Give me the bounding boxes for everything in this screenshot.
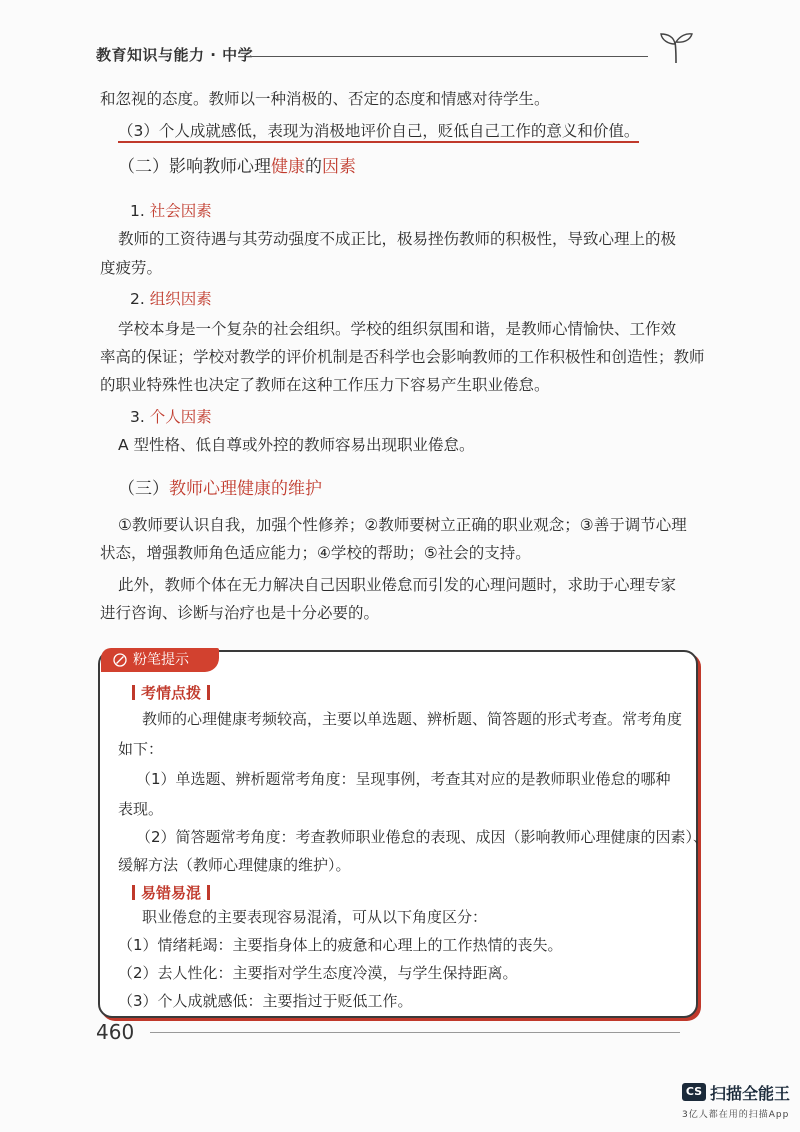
tip-tab-label: 粉笔提示 bbox=[133, 652, 189, 668]
tip2-line1: 职业倦怠的主要表现容易混淆，可从以下角度区分： bbox=[142, 908, 488, 926]
maintenance-line1: ①教师要认识自我，加强个性修养；②教师要树立正确的职业观念；③善于调节心理 bbox=[118, 516, 687, 534]
section-2-hl2: 因素 bbox=[322, 157, 356, 177]
header-rule bbox=[248, 56, 648, 57]
scanner-watermark-tagline: 3亿人都在用的扫描App bbox=[682, 1110, 790, 1120]
tip1-line3: （1）单选题、辨析题常考角度：呈现事例，考查其对应的是教师职业倦怠的哪种 bbox=[136, 770, 671, 788]
tag-exam-analysis-label: 考情点拨 bbox=[141, 684, 202, 702]
tip1-line4: 表现。 bbox=[118, 800, 164, 818]
scanner-watermark-name: 扫描全能王 bbox=[710, 1084, 791, 1103]
maintenance-line2: 状态，增强教师角色适应能力；④学校的帮助；⑤社会的支持。 bbox=[100, 544, 531, 562]
tag-bar-left bbox=[132, 685, 135, 700]
subsection-1-line1: 教师的工资待遇与其劳动强度不成正比，极易挫伤教师的积极性，导致心理上的极 bbox=[118, 230, 677, 248]
tip1-line6: 缓解方法（教师心理健康的维护）。 bbox=[118, 856, 351, 874]
tag-confusable-label: 易错易混 bbox=[141, 884, 202, 902]
section-2-mid: 的 bbox=[305, 157, 322, 177]
tip1-line5: （2）简答题常考角度：考查教师职业倦怠的表现、成因（影响教师心理健康的因素）、 bbox=[136, 828, 709, 846]
section-2-heading bbox=[118, 156, 356, 178]
subsection-2-number: 2. bbox=[130, 290, 150, 308]
tip2-line3: （2）去人性化：主要指对学生态度冷漠，与学生保持距离。 bbox=[118, 964, 518, 982]
running-header: 教育知识与能力 · 中学 bbox=[96, 46, 254, 64]
subsection-3-number: 3. bbox=[130, 408, 150, 426]
subsection-1-number: 1. bbox=[130, 202, 150, 220]
subsection-2-heading bbox=[130, 288, 212, 310]
subsection-3-title: 个人因素 bbox=[149, 408, 212, 426]
tip2-line2: （1）情绪耗竭：主要指身体上的疲惫和心理上的工作热情的丧失。 bbox=[118, 936, 563, 954]
subsection-1-title: 社会因素 bbox=[149, 202, 212, 220]
tip2-line4: （3）个人成就感低：主要指过于贬低工作。 bbox=[118, 992, 413, 1010]
scanner-logo-icon: CS bbox=[682, 1083, 706, 1101]
footer-rule bbox=[150, 1032, 680, 1033]
tip1-line1: 教师的心理健康考频较高，主要以单选题、辨析题、简答题的形式考查。常考角度 bbox=[142, 710, 683, 728]
page-number: 460 bbox=[96, 1020, 135, 1044]
subsection-3-line1: A 型性格、低自尊或外控的教师容易出现职业倦怠。 bbox=[118, 436, 475, 454]
point-3 bbox=[118, 120, 639, 142]
section-3-title: 教师心理健康的维护 bbox=[169, 479, 322, 499]
subsection-2-line3: 的职业特殊性也决定了教师在这种工作压力下容易产生职业倦怠。 bbox=[100, 376, 550, 394]
tag-confusable bbox=[126, 882, 216, 903]
tag-bar-right bbox=[207, 685, 210, 700]
subsection-2-line1: 学校本身是一个复杂的社会组织。学校的组织氛围和谐，是教师心情愉快、工作效 bbox=[118, 320, 677, 338]
maintenance-line4: 进行咨询、诊断与治疗也是十分必要的。 bbox=[100, 604, 380, 622]
tip1-line2: 如下： bbox=[118, 740, 164, 758]
subsection-2-line2: 率高的保证；学校对教学的评价机制是否科学也会影响教师的工作积极性和创造性；教师 bbox=[100, 348, 705, 366]
chalk-icon bbox=[113, 653, 127, 667]
tag-exam-analysis bbox=[126, 682, 216, 703]
subsection-2-title: 组织因素 bbox=[149, 290, 212, 308]
section-3-prefix: （三） bbox=[118, 479, 169, 499]
tip-tab bbox=[101, 648, 219, 672]
section-3-heading bbox=[118, 478, 322, 500]
tag-bar-right bbox=[207, 885, 210, 900]
section-2-prefix: （二）影响教师心理 bbox=[118, 157, 271, 177]
subsection-1-heading bbox=[130, 200, 212, 222]
sprout-icon bbox=[652, 30, 700, 64]
tag-bar-left bbox=[132, 885, 135, 900]
point-3-text: （3）个人成就感低，表现为消极地评价自己，贬低自己工作的意义和价值。 bbox=[118, 122, 639, 143]
subsection-3-heading bbox=[130, 406, 212, 428]
subsection-1-line2: 度疲劳。 bbox=[100, 259, 163, 277]
section-2-hl1: 健康 bbox=[271, 157, 305, 177]
maintenance-line3: 此外，教师个体在无力解决自己因职业倦怠而引发的心理问题时，求助于心理专家 bbox=[118, 576, 677, 594]
paragraph-continuation: 和忽视的态度。教师以一种消极的、否定的态度和情感对待学生。 bbox=[100, 90, 550, 108]
